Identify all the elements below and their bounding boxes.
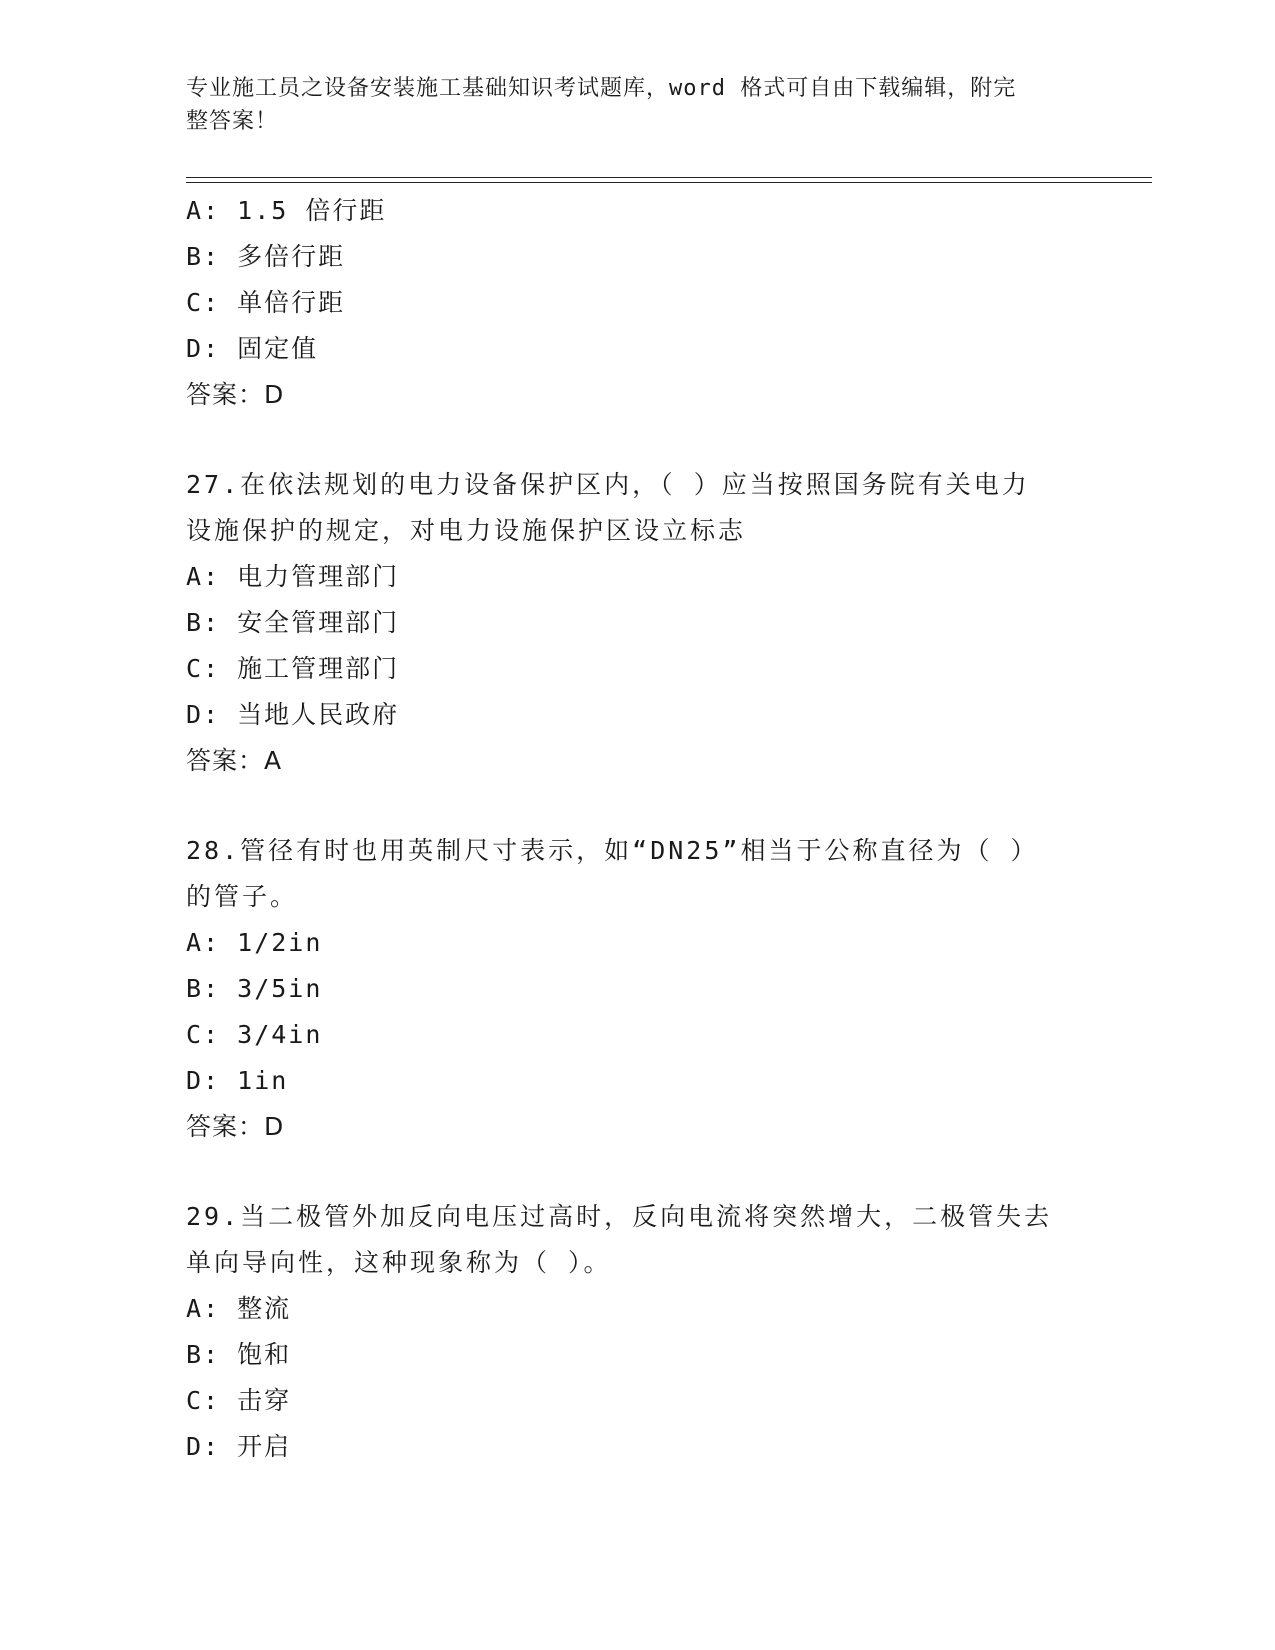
header-divider-top xyxy=(186,177,1152,178)
question-list xyxy=(186,188,1086,1470)
question-stem: 29.当二极管外加反向电压过高时，反向电流将突然增大，二极管失去 xyxy=(186,1202,1053,1231)
option-a: A: 1/2in xyxy=(186,928,323,957)
option-d: D: 开启 xyxy=(186,1432,292,1461)
answer-text: 答案：A xyxy=(186,746,283,775)
question-27 xyxy=(186,462,1086,784)
header-title-line-2: 整答案！ xyxy=(186,109,279,134)
question-stem: 28.管径有时也用英制尺寸表示，如“DN25”相当于公称直径为（ ） xyxy=(186,836,1039,865)
page-header xyxy=(186,72,1066,138)
option-c: C: 3/4in xyxy=(186,1020,323,1049)
option-c: C: 施工管理部门 xyxy=(186,654,400,683)
option-c: C: 单倍行距 xyxy=(186,288,346,317)
question-28 xyxy=(186,828,1086,1150)
option-a: A: 1.5 倍行距 xyxy=(186,196,387,225)
question-stem-continued: 设施保护的规定，对电力设施保护区设立标志 xyxy=(186,516,747,545)
answer-text: 答案：D xyxy=(186,1112,285,1141)
option-c: C: 击穿 xyxy=(186,1386,292,1415)
option-a: A: 电力管理部门 xyxy=(186,562,400,591)
header-divider-bottom xyxy=(186,182,1152,183)
question-stem: 27.在依法规划的电力设备保护区内，（ ）应当按照国务院有关电力 xyxy=(186,470,1030,499)
question-26-options xyxy=(186,188,1086,418)
option-b: B: 安全管理部门 xyxy=(186,608,400,637)
question-stem-continued: 的管子。 xyxy=(186,882,299,911)
answer-text: 答案：D xyxy=(186,380,285,409)
option-b: B: 3/5in xyxy=(186,974,323,1003)
question-stem-continued: 单向导向性，这种现象称为（ ）。 xyxy=(186,1248,612,1277)
option-a: A: 整流 xyxy=(186,1294,292,1323)
option-b: B: 饱和 xyxy=(186,1340,292,1369)
option-d: D: 1in xyxy=(186,1066,289,1095)
question-29 xyxy=(186,1194,1086,1470)
option-d: D: 当地人民政府 xyxy=(186,700,400,729)
header-title-line-1: 专业施工员之设备安装施工基础知识考试题库，word 格式可自由下载编辑，附完 xyxy=(186,76,1017,101)
option-b: B: 多倍行距 xyxy=(186,242,346,271)
option-d: D: 固定值 xyxy=(186,334,319,363)
